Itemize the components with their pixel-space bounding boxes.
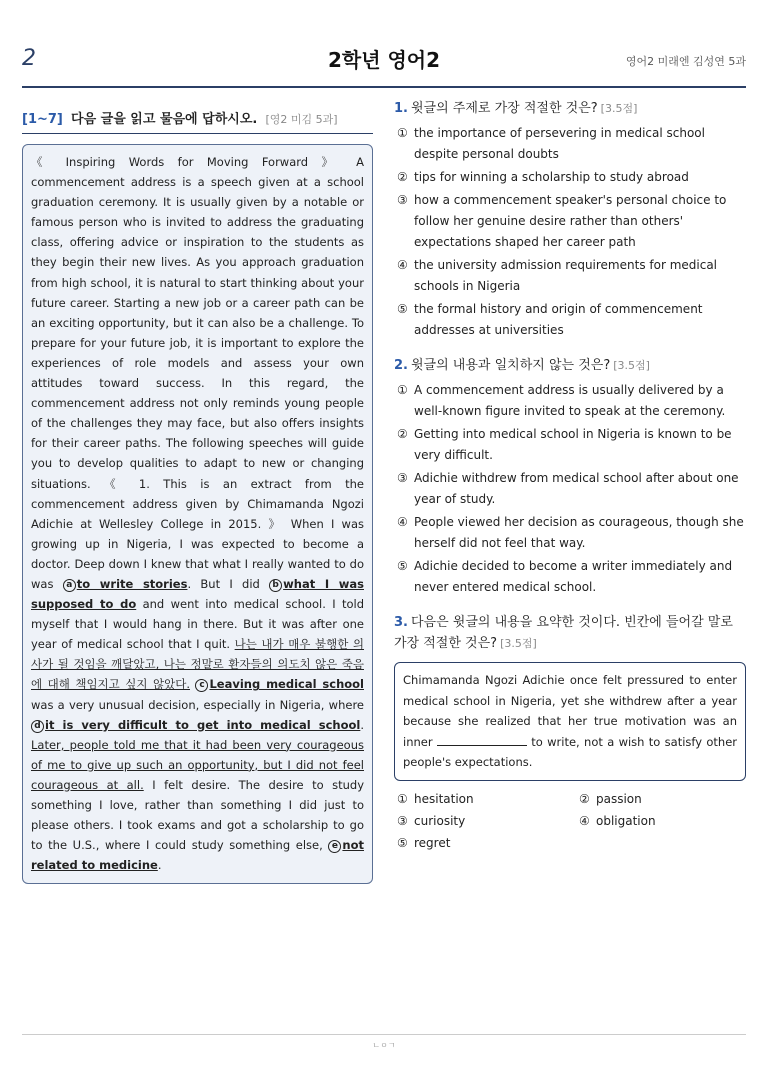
- summary-blank: [437, 733, 527, 746]
- option-number: ③: [397, 193, 408, 207]
- answer-option[interactable]: [394, 789, 576, 810]
- summary-text-before: Chimamanda Ngozi Adichie once felt pressured to enter medical school in Nigeria, yet she withdrew after a year because she realized that her true motivation was an inner: [403, 673, 737, 749]
- passage-text: 《 Inspiring Words for Moving Forward 》 A commencement address is a speech given at a school graduation ceremony. It is usually given by a notable or famous person who is invited to address the graduating class, offering advice or inspiration to the students as they begin their new lives. As you approach graduation from high school, it is natural to start thinking about your future career. Starting a new job or a career path can be an exciting opportunity, but it can also be a challenge. To prepare for your future job, it is important to explore the experiences of role models and assess your own attitudes toward success. In this regard, the commencement address not only reminds young people of the challenges they may face, but also offers insights for their career paths. The following speeches will guide you to develop qualities to adapt to new or changing situations. 《 1. This is an extract from the commencement address given by Chimamanda Ngozi Adichie at Wellesley College in 2015. 》 When I was growing up in Nigeria, I was expected to become a doctor. Deep down I knew that what I really wanted to do was: [31, 155, 364, 591]
- passage-text: .: [157, 858, 162, 873]
- question-text: 윗글의 주제로 가장 적절한 것은?: [410, 101, 598, 116]
- option-number: ②: [397, 170, 408, 184]
- section-heading: [22, 98, 373, 134]
- summary-box: [394, 662, 746, 781]
- answer-option[interactable]: [394, 380, 746, 422]
- answer-option[interactable]: [394, 424, 746, 466]
- answer-option[interactable]: [394, 556, 746, 598]
- question-number: 3.: [394, 615, 408, 630]
- answer-option[interactable]: [394, 299, 746, 341]
- question-3: [394, 612, 746, 854]
- section-source: [영2 미김 5과]: [265, 113, 338, 126]
- option-text: the university admission requirements for medical schools in Nigeria: [414, 258, 718, 293]
- answer-option[interactable]: [576, 789, 746, 810]
- option-text: hesitation: [414, 791, 474, 806]
- left-column: [22, 98, 373, 884]
- answer-option[interactable]: [394, 833, 576, 854]
- question-text: 다음은 윗글의 내용을 요약한 것이다. 빈칸에 들어갈 말로 가장 적절한 것은?: [394, 615, 733, 651]
- option-number: ①: [397, 791, 408, 806]
- question-points: [3.5점]: [500, 637, 537, 650]
- option-number: ①: [397, 383, 408, 397]
- page-header: [22, 40, 746, 88]
- question-stem: [394, 98, 746, 123]
- option-number: ②: [579, 791, 590, 806]
- option-text: A commencement address is usually delivered by a well-known figure invited to speak at the ceremony.: [414, 383, 726, 418]
- underlined-a: to write stories: [76, 576, 188, 591]
- answer-option[interactable]: [394, 512, 746, 554]
- answer-option[interactable]: [394, 167, 746, 188]
- marker-c: c: [195, 679, 208, 692]
- question-1: [394, 98, 746, 341]
- option-text: Getting into medical school in Nigeria is known to be very difficult.: [414, 427, 732, 462]
- question-2: [394, 355, 746, 598]
- question-number: 1.: [394, 101, 408, 116]
- option-number: ①: [397, 126, 408, 140]
- answer-option[interactable]: [394, 255, 746, 297]
- option-text: regret: [414, 835, 451, 850]
- underlined-later-sentence: Later, people told me that it had been very courageous of me to give up such an opportunity, but I did not feel courageous at all.: [31, 737, 364, 792]
- passage-text: and went into medical school. I told myself that I would hang in there. But it was after one year of medical school that I quit.: [31, 597, 365, 652]
- question-points: [3.5점]: [600, 102, 638, 115]
- option-text: People viewed her decision as courageous, though she herself did not feel that way.: [414, 515, 744, 550]
- answer-option[interactable]: [394, 811, 576, 832]
- option-grid: [394, 789, 746, 854]
- option-text: Adichie withdrew from medical school after about one year of study.: [414, 471, 739, 506]
- answer-option[interactable]: [576, 811, 746, 832]
- option-number: ⑤: [397, 302, 408, 316]
- question-text: 윗글의 내용과 일치하지 않는 것은?: [410, 358, 611, 373]
- underlined-c: Leaving medical school: [209, 677, 364, 692]
- marker-d: d: [31, 720, 44, 733]
- marker-e: e: [328, 840, 341, 853]
- option-text: Adichie decided to become a writer immediately and never entered medical school.: [414, 559, 733, 594]
- section-range: [1~7]: [22, 112, 63, 127]
- section-instruction: 다음 글을 읽고 물음에 답하시오.: [71, 112, 258, 127]
- header-divider: [22, 86, 746, 88]
- question-stem: [394, 355, 746, 380]
- right-column: [394, 98, 746, 868]
- reading-passage: [22, 144, 373, 884]
- option-text: the importance of persevering in medical school despite personal doubts: [414, 126, 705, 161]
- answer-option[interactable]: [394, 468, 746, 510]
- exam-info: 영어2 미래엔 김성연 5과: [625, 55, 746, 68]
- option-number: ②: [397, 427, 408, 441]
- summary-text-after: to write, not a wish to satisfy other people's expectations.: [403, 734, 738, 769]
- marker-a: a: [63, 579, 76, 592]
- option-number: ⑤: [397, 835, 408, 850]
- page-number: 2: [22, 46, 36, 71]
- answer-option[interactable]: [394, 190, 746, 253]
- answer-option[interactable]: [394, 123, 746, 165]
- exam-title: 2학년 영어2: [327, 48, 441, 72]
- option-number: ③: [397, 471, 408, 485]
- underlined-b: what I was supposed to do: [31, 576, 364, 612]
- underlined-korean-sentence: 나는 내가 매우 불행한 의사가 될 것임을 깨달았고, 나는 정말로 환자들의 의도치 않은 죽음에 대해 책임지고 싶지 않았다.: [31, 637, 364, 692]
- question-number: 2.: [394, 358, 408, 373]
- option-text: tips for winning a scholarship to study abroad: [414, 170, 689, 184]
- option-number: ③: [397, 813, 408, 828]
- option-text: curiosity: [414, 813, 466, 828]
- footer-text: ㄴㅇㄱ: [372, 1041, 396, 1050]
- question-points: [3.5점]: [613, 359, 650, 372]
- footer-divider: [22, 1034, 746, 1035]
- passage-text: . But I did: [187, 576, 270, 591]
- option-number: ④: [397, 258, 408, 272]
- marker-b: b: [269, 579, 282, 592]
- option-number: ④: [579, 813, 590, 828]
- underlined-e: not related to medicine: [31, 838, 364, 873]
- passage-text: .: [360, 717, 364, 732]
- option-text: the formal history and origin of commencement addresses at universities: [414, 302, 703, 337]
- option-text: how a commencement speaker's personal choice to follow her genuine desire rather than others' expectations shaped her career path: [414, 193, 727, 249]
- passage-text: I felt desire. The desire to study something I love, rather than something I did just to please others. I took exams and got a scholarship to go to the U.S., where I could study something else,: [31, 777, 365, 853]
- passage-text: was a very unusual decision, especially in Nigeria, where: [31, 697, 364, 712]
- option-number: ⑤: [397, 559, 408, 573]
- option-number: ④: [397, 515, 408, 529]
- underlined-d: it is very difficult to get into medical school: [45, 717, 361, 732]
- option-text: passion: [596, 791, 642, 806]
- question-stem: [394, 612, 746, 658]
- option-text: obligation: [596, 813, 656, 828]
